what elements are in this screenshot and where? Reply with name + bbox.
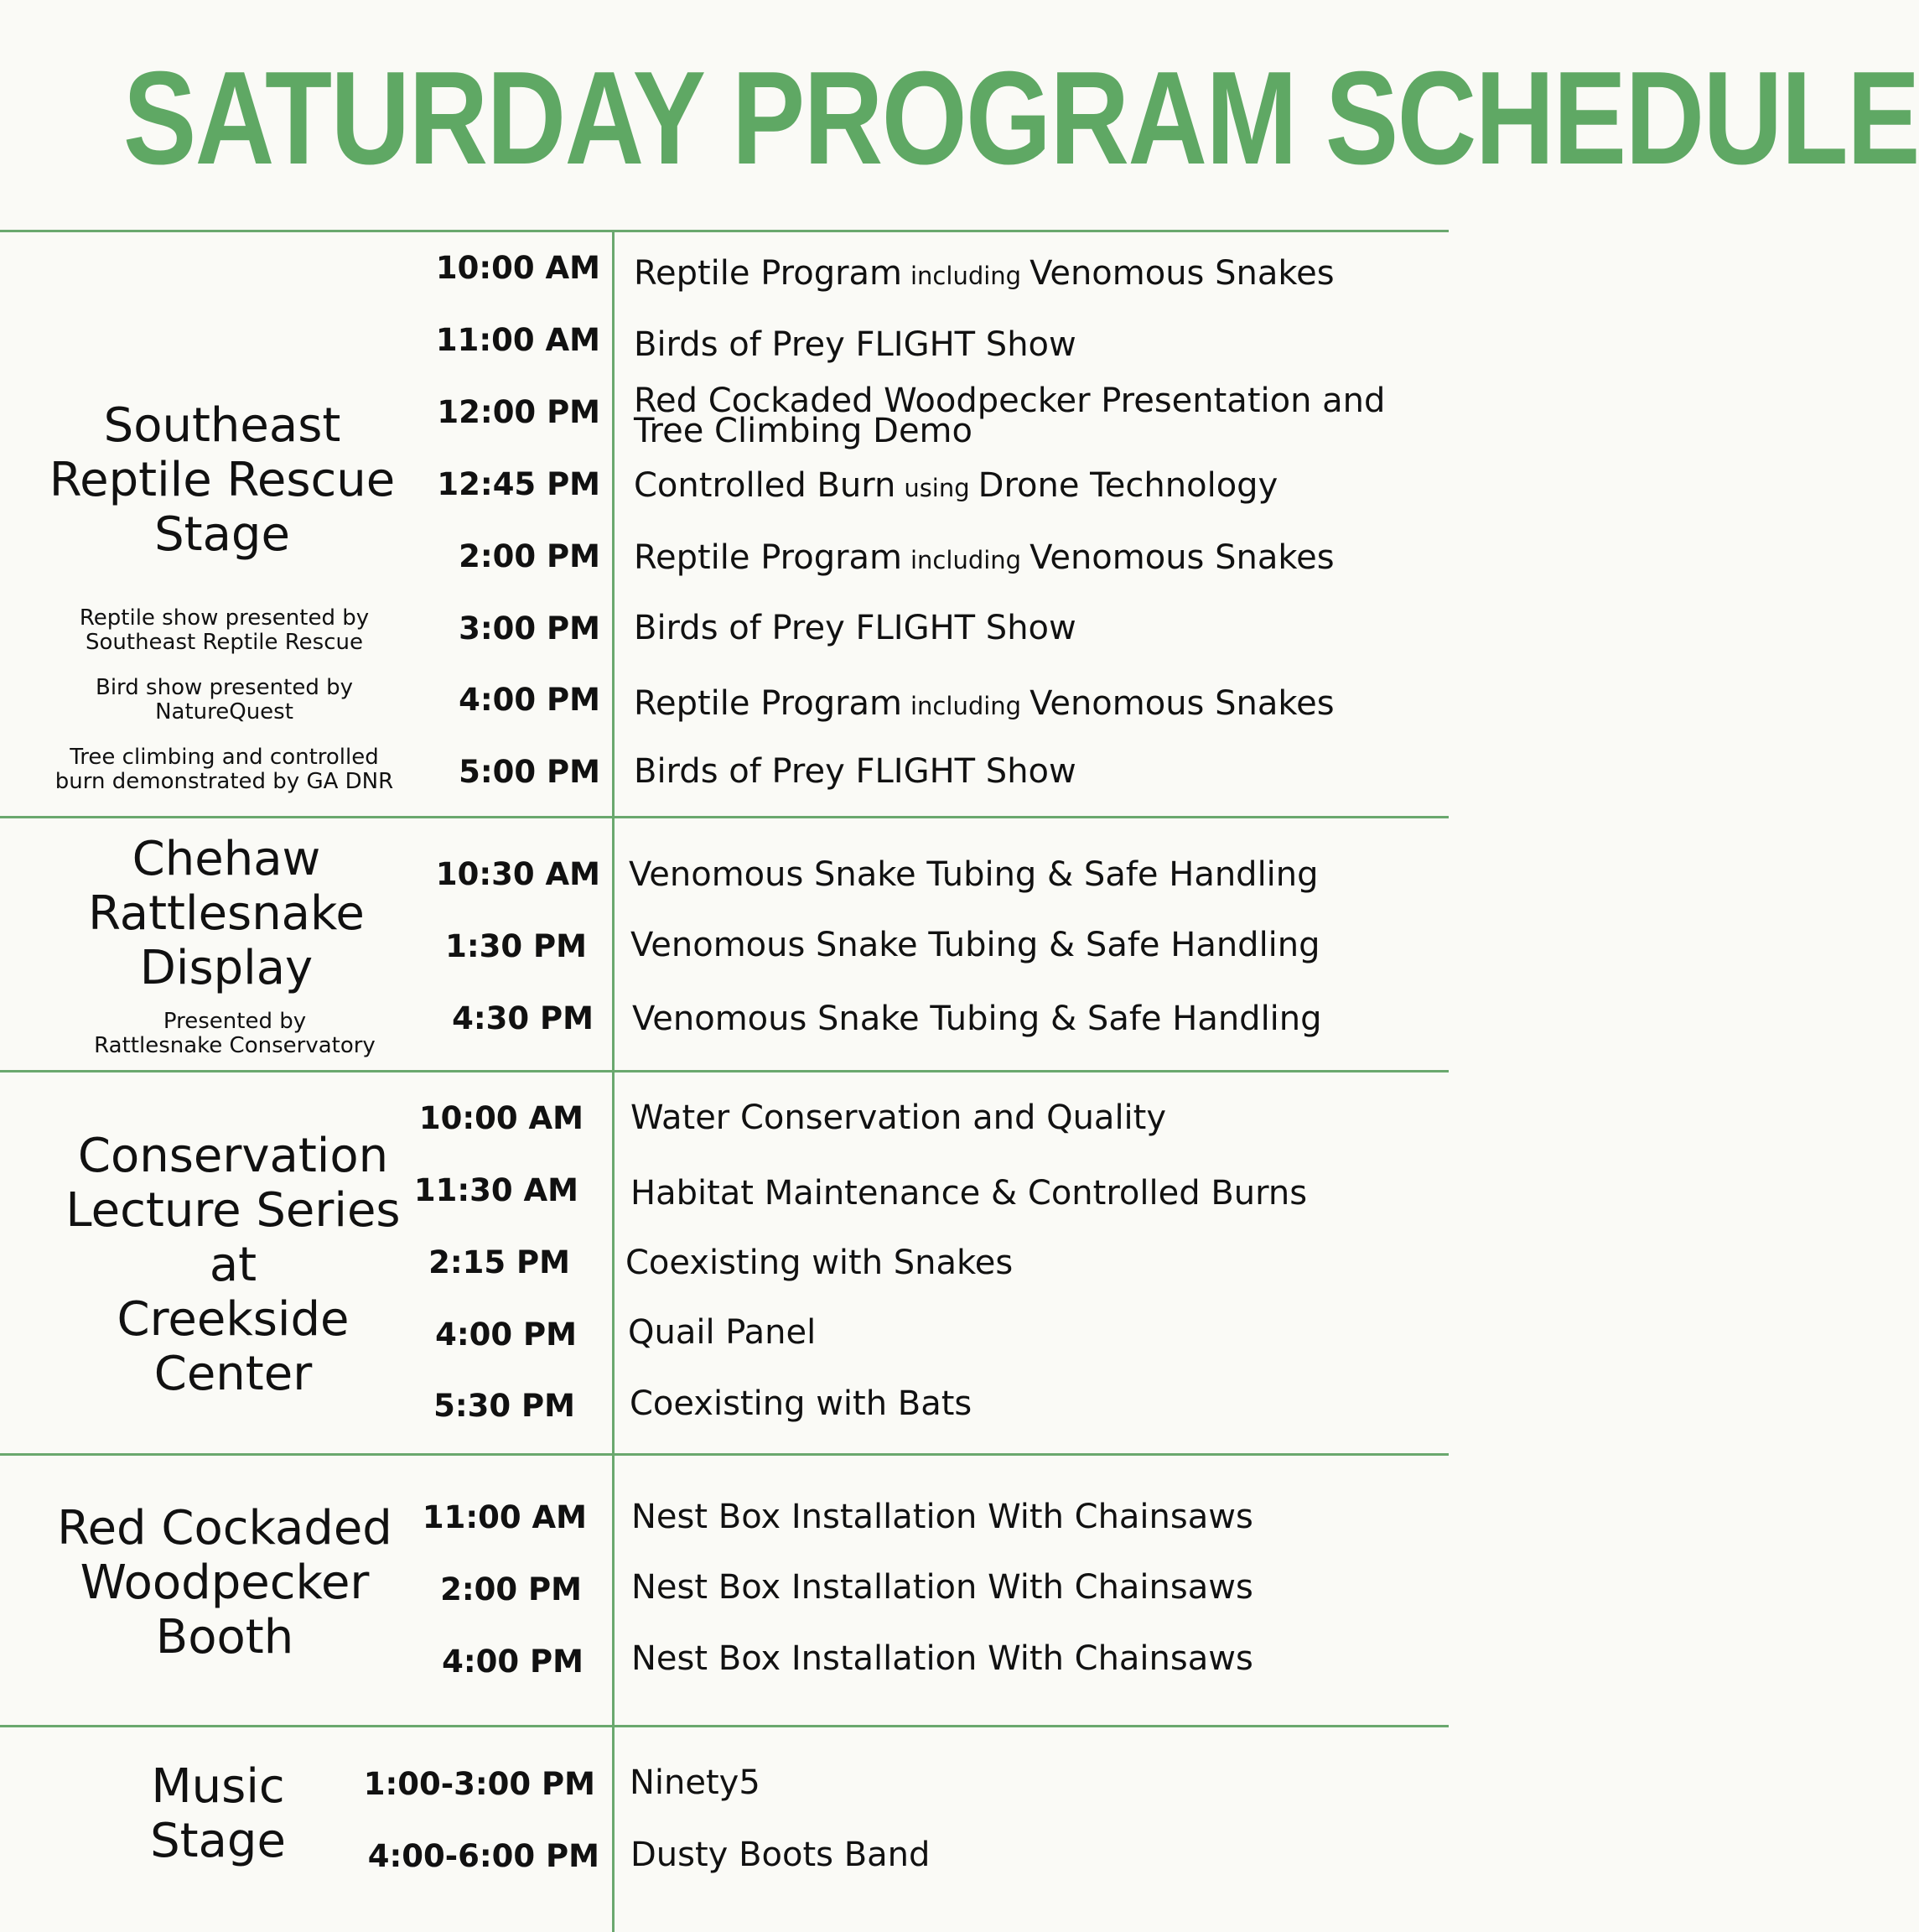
venue-line: Creekside [117, 1292, 350, 1347]
event-time: 12:00 PM [437, 394, 600, 430]
event-title: Venomous Snake Tubing & Safe Handling [629, 855, 1319, 894]
event-title-line: Tree Climbing Demo [634, 412, 972, 450]
event-joiner: including [910, 262, 1022, 290]
event-time: 4:00-6:00 PM [367, 1838, 599, 1874]
venue-southeast-reptile-rescue-stage [21, 398, 423, 562]
credit-line: Tree climbing and controlled [70, 745, 379, 770]
venue-line: at [209, 1238, 257, 1292]
venue-line: Stage [150, 1814, 286, 1868]
event-title: Water Conservation and Quality [630, 1098, 1167, 1137]
event-title: Birds of Prey FLIGHT Show [634, 609, 1076, 647]
venue-conservation-lecture-series [32, 1129, 434, 1401]
event-time: 5:30 PM [433, 1388, 575, 1424]
event-time: 2:00 PM [440, 1571, 582, 1607]
credit-line: Presented by [163, 1009, 307, 1034]
credit-bird-show [25, 676, 423, 724]
event-time: 11:30 AM [413, 1172, 578, 1208]
venue-line: Conservation [77, 1129, 389, 1183]
credit-line: NatureQuest [155, 699, 293, 724]
section-divider [0, 230, 1449, 232]
event-title: Habitat Maintenance & Controlled Burns [630, 1174, 1308, 1213]
venue-line: Center [153, 1347, 313, 1401]
event-title-line: Red Cockaded Woodpecker Presentation and [634, 382, 1386, 420]
event-title-extra: Venomous Snakes [1030, 254, 1335, 293]
venue-line: Display [139, 941, 314, 995]
event-title-main: Controlled Burn [634, 466, 896, 505]
venue-line: Woodpecker [80, 1555, 370, 1610]
event-title: Nest Box Installation With Chainsaws [631, 1568, 1253, 1607]
page-title: SATURDAY PROGRAM SCHEDULE [122, 44, 1919, 192]
event-title: Coexisting with Snakes [625, 1244, 1014, 1282]
venue-line: Music [151, 1759, 285, 1814]
credit-reptile-show [25, 606, 423, 655]
event-title: Nest Box Installation With Chainsaws [631, 1498, 1253, 1536]
column-divider [612, 232, 615, 1932]
event-time: 11:00 AM [422, 1499, 587, 1535]
venue-line: Southeast [103, 398, 341, 453]
event-title [634, 254, 1335, 293]
event-time: 1:30 PM [445, 928, 587, 964]
credit-line: burn demonstrated by GA DNR [54, 769, 394, 794]
event-title: Quail Panel [628, 1313, 817, 1352]
event-title-main: Reptile Program [634, 254, 902, 293]
credit-tree-climbing [25, 745, 423, 794]
venue-line: Stage [154, 507, 290, 562]
event-time: 10:30 AM [435, 856, 600, 892]
event-time: 4:00 PM [442, 1644, 583, 1680]
section-divider [0, 1725, 1449, 1727]
event-title: Birds of Prey FLIGHT Show [634, 325, 1076, 364]
event-title: Ninety5 [630, 1763, 760, 1802]
event-joiner: using [904, 474, 970, 502]
section-divider [0, 816, 1449, 818]
event-time: 12:45 PM [437, 466, 600, 502]
event-time: 2:15 PM [428, 1244, 570, 1280]
section-divider [0, 1070, 1449, 1072]
venue-line: Reptile Rescue [49, 453, 396, 507]
event-time: 11:00 AM [435, 322, 600, 358]
venue-line: Lecture Series [65, 1183, 401, 1238]
event-title [634, 684, 1335, 723]
event-time: 4:00 PM [435, 1317, 577, 1353]
event-time: 5:00 PM [459, 754, 600, 790]
event-title: Venomous Snake Tubing & Safe Handling [630, 926, 1320, 964]
event-title-extra: Venomous Snakes [1030, 684, 1335, 723]
event-time: 10:00 AM [435, 250, 600, 286]
event-title [634, 382, 1386, 450]
event-title: Dusty Boots Band [630, 1836, 931, 1874]
credit-line: Southeast Reptile Rescue [85, 630, 363, 655]
event-title: Venomous Snake Tubing & Safe Handling [632, 1000, 1322, 1038]
event-time: 4:30 PM [452, 1000, 594, 1036]
event-title: Coexisting with Bats [630, 1384, 972, 1423]
credit-line: Reptile show presented by [79, 605, 370, 631]
event-title-main: Reptile Program [634, 684, 902, 723]
event-time: 3:00 PM [459, 610, 600, 647]
event-title-extra: Drone Technology [978, 466, 1278, 505]
event-title-extra: Venomous Snakes [1030, 538, 1335, 577]
venue-line: Chehaw [132, 832, 321, 886]
credit-line: Rattlesnake Conservatory [94, 1033, 376, 1058]
credit-rattlesnake-conservatory [34, 1010, 436, 1058]
event-time: 1:00-3:00 PM [363, 1766, 595, 1802]
event-title: Birds of Prey FLIGHT Show [634, 752, 1076, 791]
venue-line: Booth [155, 1610, 294, 1665]
venue-chehaw-rattlesnake-display [25, 832, 428, 995]
event-joiner: including [910, 692, 1022, 720]
credit-line: Bird show presented by [95, 675, 353, 700]
event-title: Nest Box Installation With Chainsaws [631, 1639, 1253, 1678]
venue-line: Red Cockaded [57, 1501, 392, 1555]
event-time: 2:00 PM [459, 538, 600, 574]
event-title [634, 538, 1335, 577]
venue-woodpecker-booth [23, 1501, 426, 1665]
venue-line: Rattlesnake [88, 886, 365, 941]
section-divider [0, 1453, 1449, 1456]
event-title-main: Reptile Program [634, 538, 902, 577]
event-title [634, 466, 1278, 505]
event-time: 4:00 PM [459, 682, 600, 718]
event-joiner: including [910, 546, 1022, 574]
event-time: 10:00 AM [418, 1100, 583, 1136]
